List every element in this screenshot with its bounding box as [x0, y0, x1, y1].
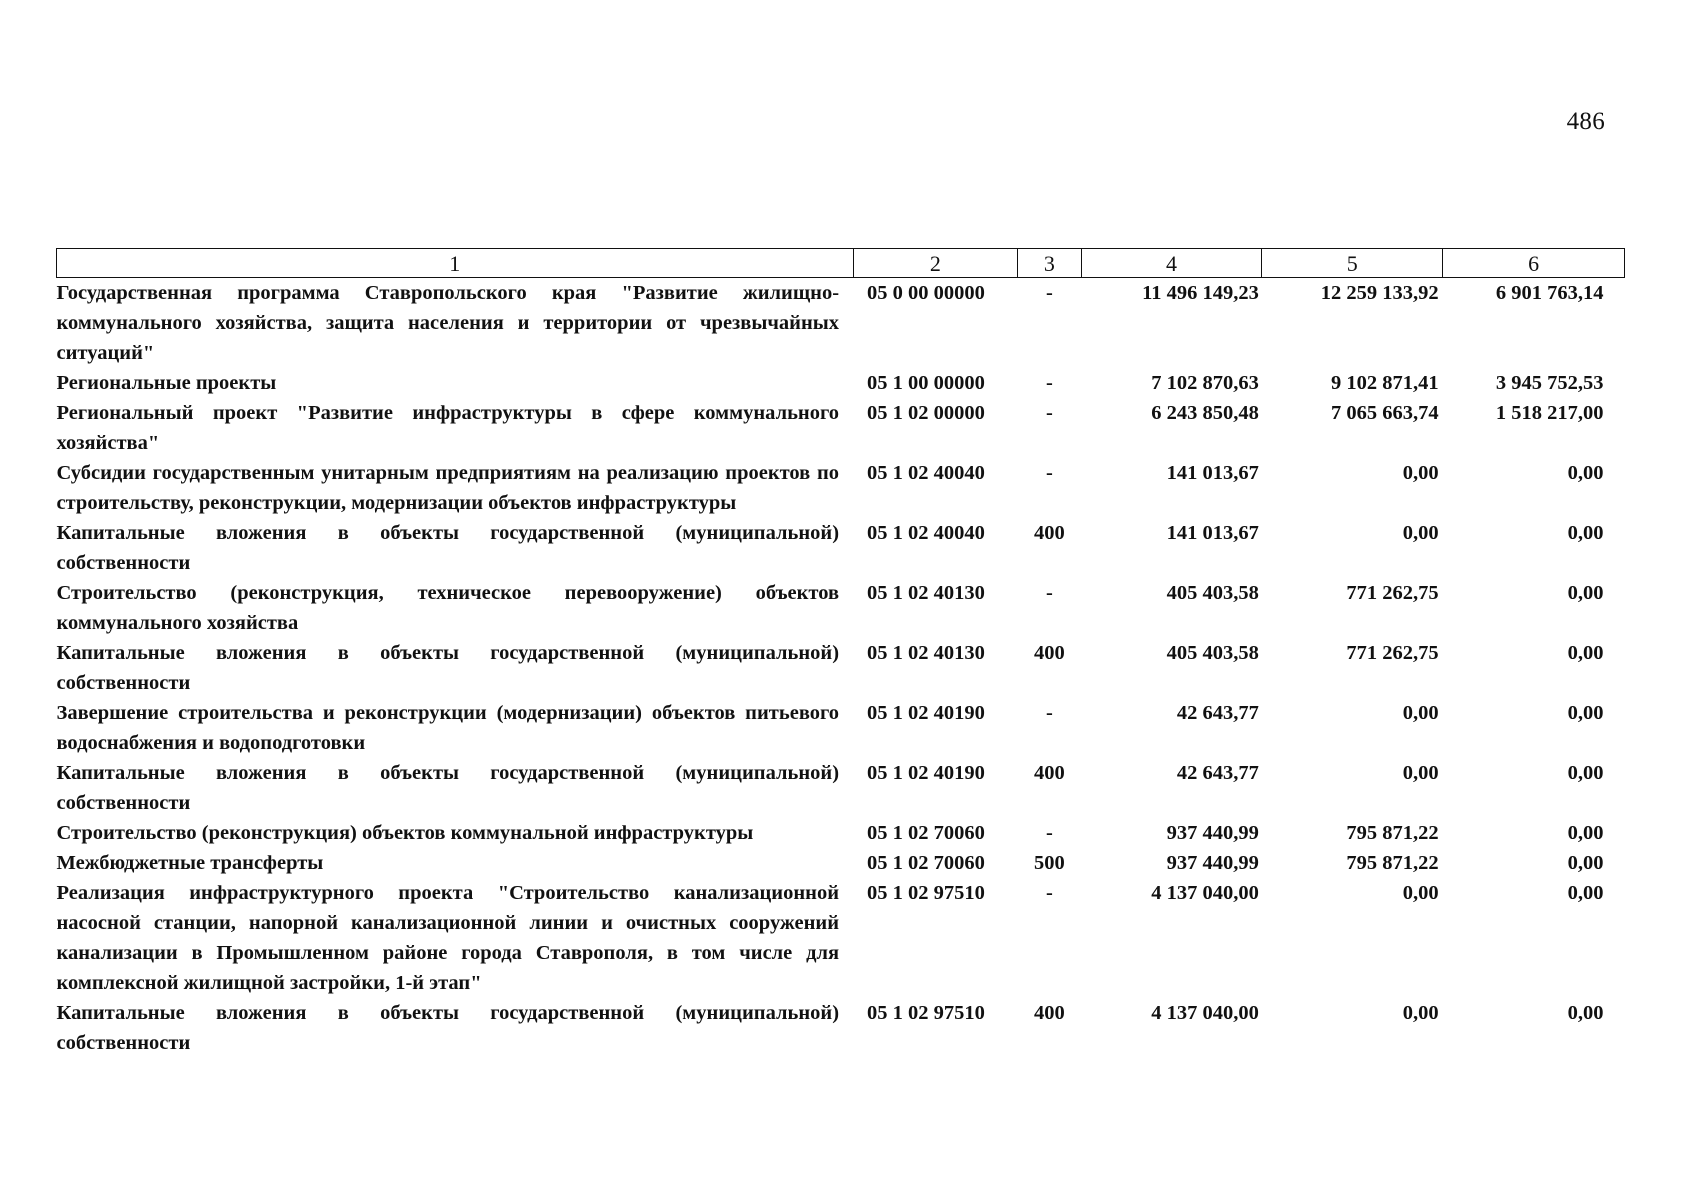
row-value-col-4: 141 013,67: [1166, 522, 1259, 544]
row-name: Капитальные вложения в объекты государственной (муниципальной) собственности: [56, 642, 840, 694]
row-value-col-6: 0,00: [1567, 522, 1604, 544]
page-number: 486: [1566, 108, 1605, 135]
row-value-col-6: 0,00: [1567, 852, 1604, 874]
row-value-col-6: 1 518 217,00: [1495, 402, 1604, 424]
row-value-col-4: 405 403,58: [1166, 582, 1259, 604]
row-value-col-5: 0,00: [1402, 462, 1439, 484]
row-name: Региональный проект "Развитие инфраструктуры в сфере коммунального хозяйства": [56, 402, 840, 454]
row-value-col-5: 12 259 133,92: [1320, 282, 1439, 304]
table-row: [57, 398, 1625, 458]
row-code: 05 1 02 40190: [867, 702, 985, 724]
row-expense-type: -: [1046, 282, 1053, 304]
row-code: 05 1 02 00000: [867, 402, 985, 424]
row-expense-type: -: [1046, 402, 1053, 424]
row-value-col-5: 7 065 663,74: [1331, 402, 1439, 424]
table-row: [57, 998, 1625, 1058]
row-value-col-6: 3 945 752,53: [1495, 372, 1604, 394]
row-value-col-5: 771 262,75: [1346, 582, 1439, 604]
row-value-col-5: 9 102 871,41: [1331, 372, 1439, 394]
row-name: Капитальные вложения в объекты государственной (муниципальной) собственности: [56, 1002, 840, 1054]
row-expense-type: 400: [1034, 1002, 1065, 1024]
row-value-col-5: 795 871,22: [1346, 822, 1439, 844]
row-value-col-4: 4 137 040,00: [1151, 882, 1259, 904]
row-expense-type: -: [1046, 702, 1053, 724]
row-value-col-4: 6 243 850,48: [1151, 402, 1259, 424]
row-expense-type: -: [1046, 462, 1053, 484]
table-row: [57, 758, 1625, 818]
row-value-col-4: 7 102 870,63: [1151, 372, 1259, 394]
row-value-col-4: 42 643,77: [1176, 702, 1259, 724]
row-value-col-6: 6 901 763,14: [1495, 282, 1604, 304]
row-expense-type: -: [1046, 372, 1053, 394]
row-expense-type: 500: [1034, 852, 1065, 874]
row-value-col-4: 4 137 040,00: [1151, 1002, 1259, 1024]
row-value-col-5: 0,00: [1402, 1002, 1439, 1024]
row-value-col-6: 0,00: [1567, 462, 1604, 484]
table-row: [57, 848, 1625, 878]
row-name: Капитальные вложения в объекты государственной (муниципальной) собственности: [56, 522, 840, 574]
row-name: Государственная программа Ставропольского края "Развитие жилищно-коммунального хозяйства, защита населения и территории от чрезвычайных ситуаций": [56, 282, 840, 364]
table-row: [57, 698, 1625, 758]
header-col-4: 4: [1081, 249, 1262, 278]
row-name: Строительство (реконструкция) объектов коммунальной инфраструктуры: [56, 822, 754, 844]
row-value-col-6: 0,00: [1567, 882, 1604, 904]
row-name: Региональные проекты: [56, 372, 277, 394]
row-value-col-5: 0,00: [1402, 762, 1439, 784]
row-expense-type: -: [1046, 882, 1053, 904]
row-value-col-4: 405 403,58: [1166, 642, 1259, 664]
header-col-1: 1: [57, 249, 854, 278]
table-row: [57, 638, 1625, 698]
row-code: 05 1 00 00000: [867, 372, 985, 394]
budget-table: [56, 248, 1625, 1058]
row-name: Завершение строительства и реконструкции (модернизации) объектов питьевого водоснабжения и водоподготовки: [56, 702, 840, 754]
header-col-5: 5: [1262, 249, 1443, 278]
table-row: [57, 878, 1625, 998]
row-value-col-6: 0,00: [1567, 762, 1604, 784]
row-value-col-6: 0,00: [1567, 702, 1604, 724]
row-value-col-4: 11 496 149,23: [1142, 282, 1259, 304]
row-code: 05 1 02 70060: [867, 852, 985, 874]
header-col-6: 6: [1443, 249, 1625, 278]
row-value-col-5: 0,00: [1402, 702, 1439, 724]
table-row: [57, 458, 1625, 518]
header-col-2: 2: [853, 249, 1018, 278]
row-value-col-5: 795 871,22: [1346, 852, 1439, 874]
row-name: Капитальные вложения в объекты государственной (муниципальной) собственности: [56, 762, 840, 814]
row-name: Субсидии государственным унитарным предприятиям на реализацию проектов по строительству, реконструкции, модернизации объектов инфраструктуры: [56, 462, 840, 514]
table-row: [57, 368, 1625, 398]
row-code: 05 1 02 40040: [867, 462, 985, 484]
row-code: 05 1 02 97510: [867, 1002, 985, 1024]
row-code: 05 1 02 40130: [867, 642, 985, 664]
row-code: 05 1 02 97510: [867, 882, 985, 904]
row-code: 05 1 02 40130: [867, 582, 985, 604]
header-row: [57, 249, 1625, 278]
row-code: 05 1 02 70060: [867, 822, 985, 844]
table-header: [57, 249, 1625, 278]
row-name: Реализация инфраструктурного проекта "Строительство канализационной насосной станции, напорной канализационной линии и очистных сооружений канализации в Промышленном районе города Ставрополя, в том числе для комплексной жилищной застройки, 1-й этап": [56, 882, 840, 994]
row-expense-type: 400: [1034, 762, 1065, 784]
table-row: [57, 818, 1625, 848]
row-value-col-4: 42 643,77: [1176, 762, 1259, 784]
row-value-col-6: 0,00: [1567, 1002, 1604, 1024]
row-code: 05 0 00 00000: [867, 282, 985, 304]
table-body: [57, 278, 1625, 1059]
row-expense-type: -: [1046, 822, 1053, 844]
row-value-col-4: 937 440,99: [1166, 852, 1259, 874]
row-code: 05 1 02 40190: [867, 762, 985, 784]
row-value-col-4: 141 013,67: [1166, 462, 1259, 484]
row-value-col-6: 0,00: [1567, 582, 1604, 604]
row-value-col-5: 0,00: [1402, 522, 1439, 544]
row-value-col-6: 0,00: [1567, 822, 1604, 844]
row-name: Строительство (реконструкция, техническое перевооружение) объектов коммунального хозяйства: [56, 582, 840, 634]
row-value-col-5: 0,00: [1402, 882, 1439, 904]
table-row: [57, 518, 1625, 578]
row-value-col-5: 771 262,75: [1346, 642, 1439, 664]
row-expense-type: 400: [1034, 522, 1065, 544]
row-expense-type: 400: [1034, 642, 1065, 664]
header-col-3: 3: [1018, 249, 1081, 278]
row-value-col-4: 937 440,99: [1166, 822, 1259, 844]
row-expense-type: -: [1046, 582, 1053, 604]
row-code: 05 1 02 40040: [867, 522, 985, 544]
row-value-col-6: 0,00: [1567, 642, 1604, 664]
table-row: [57, 278, 1625, 369]
row-name: Межбюджетные трансферты: [56, 852, 324, 874]
table-row: [57, 578, 1625, 638]
